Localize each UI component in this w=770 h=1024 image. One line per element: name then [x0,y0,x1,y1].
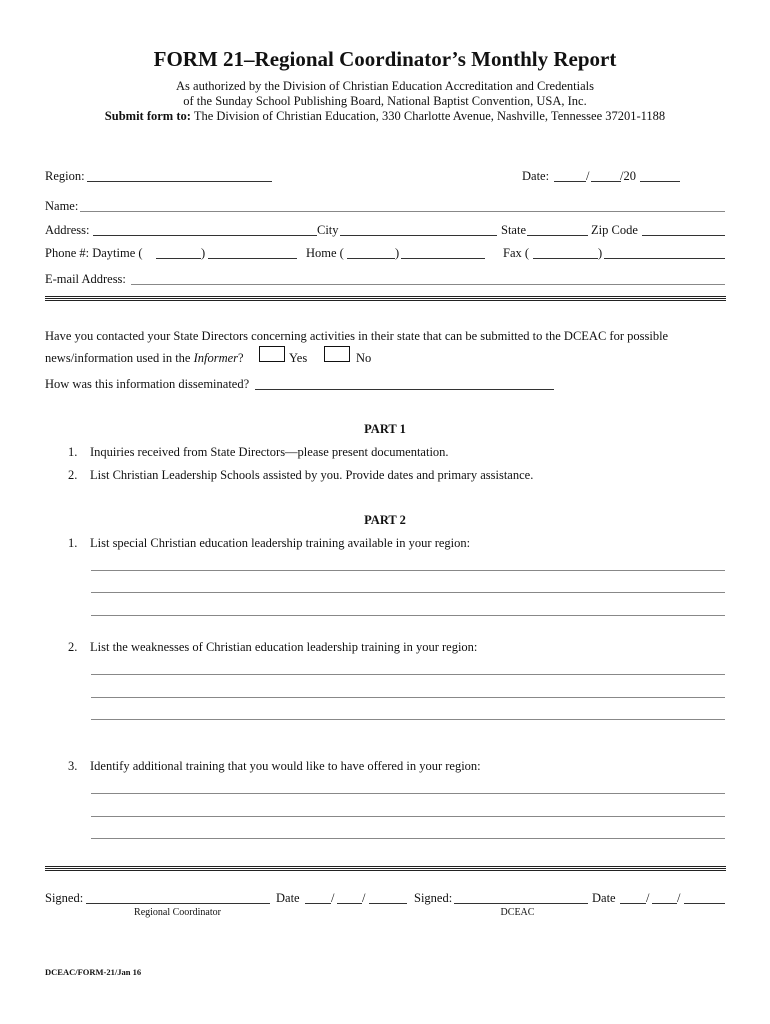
part2-item-text: List special Christian education leadership training available in your region: [90,536,471,550]
phone-home-area-field[interactable] [347,258,395,259]
phone-home-paren: ) [395,246,400,260]
part2-item-text: List the weaknesses of Christian education leadership training in your region: [90,640,478,654]
region-field[interactable] [87,181,272,182]
zip-field[interactable] [642,235,725,236]
sign-date-month-field[interactable] [620,903,646,904]
part2-item-number: 2. [68,640,78,654]
part1-item-text: List Christian Leadership Schools assisted by you. Provide dates and primary assistance. [90,468,534,482]
dceac-caption: DCEAC [500,907,535,918]
city-field[interactable] [340,235,497,236]
phone-daytime-paren: ) [201,246,206,260]
phone-daytime-field[interactable] [208,258,297,259]
date-slash: / [646,891,650,905]
address-field[interactable] [93,235,317,236]
form-code: DCEAC/FORM-21/Jan 16 [45,967,142,977]
no-checkbox[interactable] [324,346,350,362]
part1-item-number: 1. [68,445,78,459]
signed-label: Signed: [414,891,453,905]
fax-area-field[interactable] [533,258,598,259]
date-year-prefix: /20 [620,169,636,183]
submit-address: The Division of Christian Education, 330 Charlotte Avenue, Nashville, Tennessee 37201-1188 [193,109,666,123]
signed-label: Signed: [45,891,84,905]
city-label: City [317,223,339,237]
answer-line[interactable] [91,674,725,675]
answer-line[interactable] [91,570,725,571]
authorization-line-2: of the Sunday School Publishing Board, National Baptist Convention, USA, Inc. [183,94,587,108]
name-label: Name: [45,199,79,213]
submit-label: Submit form to: [104,109,191,123]
sign-date-year-field[interactable] [369,903,407,904]
disseminated-label: How was this information disseminated? [45,377,250,391]
phone-daytime-label: Phone #: Daytime ( [45,246,143,260]
yes-checkbox[interactable] [259,346,285,362]
part2-item-text: Identify additional training that you would like to have offered in your region: [90,759,481,773]
sign-date-day-field[interactable] [337,903,362,904]
phone-home-field[interactable] [401,258,485,259]
date-label: Date: [522,169,550,183]
sign-date-month-field[interactable] [305,903,331,904]
state-field[interactable] [527,235,588,236]
state-label: State [501,223,526,237]
region-label: Region: [45,169,85,183]
date-slash: / [331,891,335,905]
date-slash: / [677,891,681,905]
fax-label: Fax ( [503,246,530,260]
question-line-2 [45,351,244,366]
address-label: Address: [45,223,90,237]
part1-heading: PART 1 [364,422,406,436]
zip-label: Zip Code [591,223,638,237]
sign-date-day-field[interactable] [652,903,677,904]
dceac-signature-field[interactable] [454,903,588,904]
date-day-field[interactable] [591,181,621,182]
answer-line[interactable] [91,719,725,720]
part1-item-text: Inquiries received from State Directors—please present documentation. [90,445,449,459]
date-label: Date [592,891,616,905]
answer-line[interactable] [91,615,725,616]
name-field[interactable] [80,211,725,212]
answer-line[interactable] [91,793,725,794]
answer-line[interactable] [91,697,725,698]
date-month-field[interactable] [554,181,586,182]
regional-coordinator-caption: Regional Coordinator [134,907,221,918]
phone-home-label: Home ( [306,246,344,260]
question-line-2-text: news/information used in the [45,351,194,365]
email-label: E-mail Address: [45,272,126,286]
submit-line [0,109,770,124]
fax-paren: ) [598,246,603,260]
authorization-line-1: As authorized by the Division of Christian Education Accreditation and Credentials [176,79,594,93]
date-slash: / [586,169,590,183]
part2-item-number: 3. [68,759,78,773]
section-divider [45,296,726,302]
email-field[interactable] [131,284,725,285]
disseminated-field[interactable] [255,389,554,390]
date-label: Date [276,891,300,905]
question-mark: ? [238,351,244,365]
coordinator-signature-field[interactable] [86,903,270,904]
sign-date-year-field[interactable] [684,903,725,904]
yes-label: Yes [289,351,308,365]
date-slash: / [362,891,366,905]
fax-field[interactable] [604,258,725,259]
part1-item-number: 2. [68,468,78,482]
date-year-field[interactable] [640,181,680,182]
answer-line[interactable] [91,838,725,839]
answer-line[interactable] [91,592,725,593]
part2-item-number: 1. [68,536,78,550]
answer-line[interactable] [91,816,725,817]
section-divider [45,866,726,872]
question-line-1: Have you contacted your State Directors concerning activities in their state that can be submitted to the DCEAC for possible [45,329,669,343]
phone-daytime-area-field[interactable] [156,258,201,259]
informer-title: Informer [193,351,239,365]
page-title: FORM 21–Regional Coordinator’s Monthly Report [153,47,617,71]
part2-heading: PART 2 [364,513,406,527]
no-label: No [356,351,372,365]
